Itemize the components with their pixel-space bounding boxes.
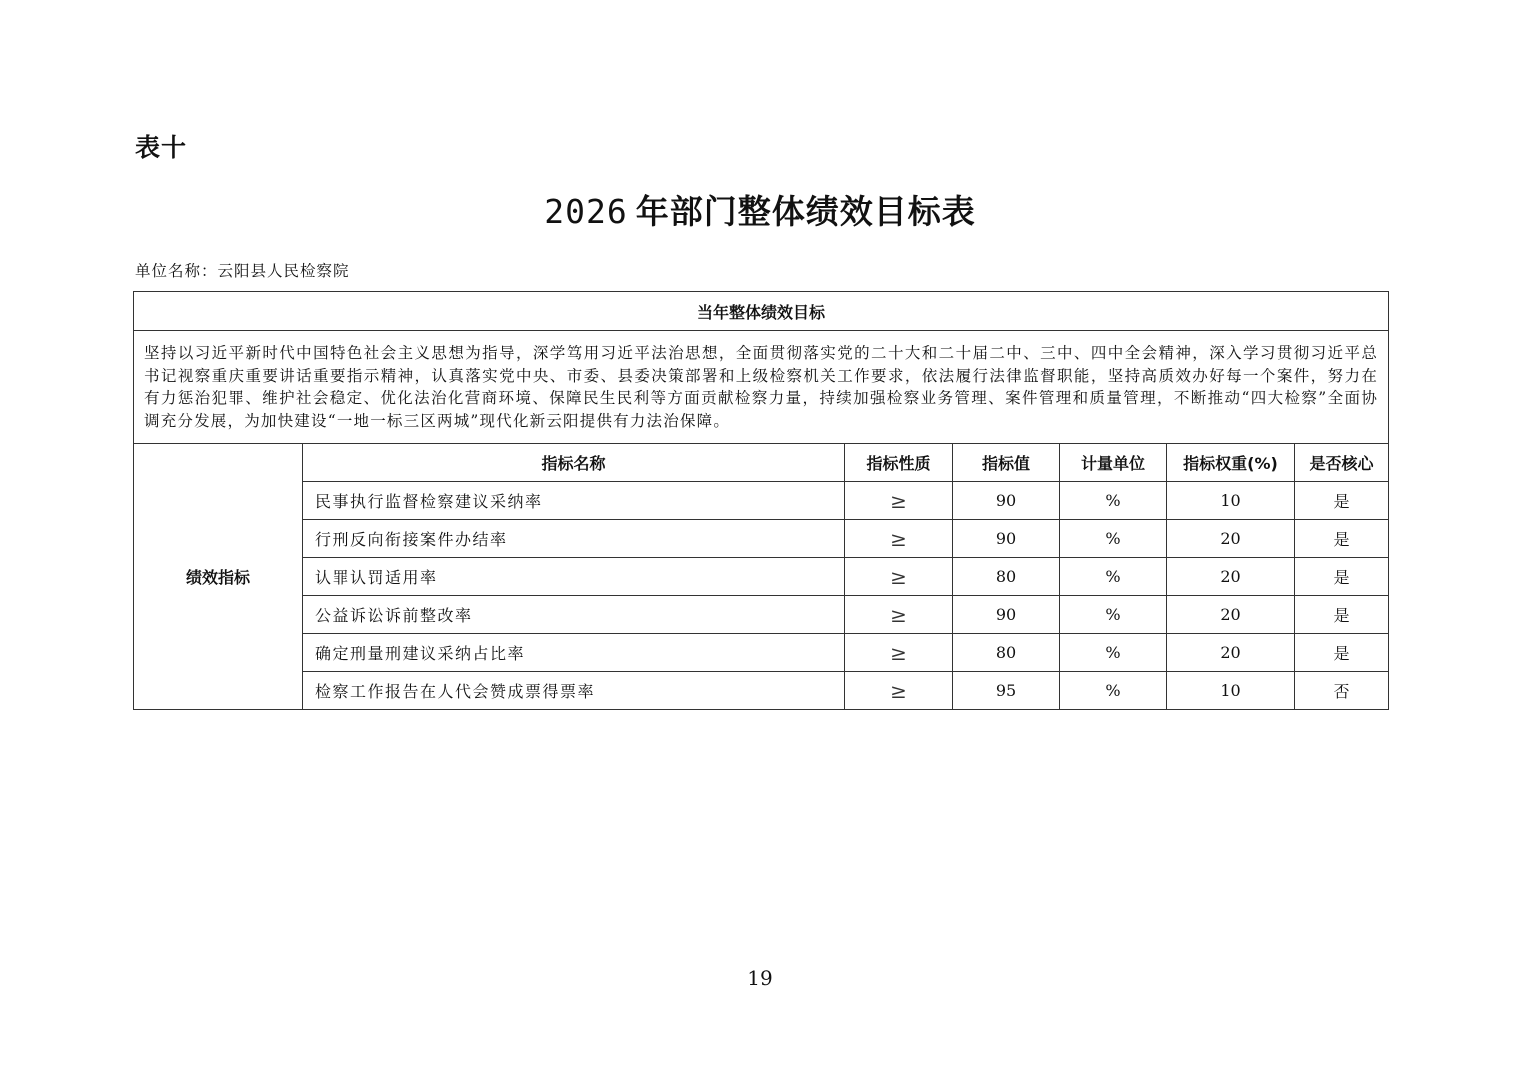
goal-section-title: 当年整体绩效目标 [134,292,1389,331]
indicator-weight: 20 [1167,596,1295,634]
unit-name-line: 单位名称：云阳县人民检察院 [135,262,350,280]
indicator-section-label: 绩效指标 [134,444,303,710]
indicator-name: 行刑反向衔接案件办结率 [303,520,845,558]
indicator-weight: 20 [1167,558,1295,596]
indicator-core: 是 [1295,596,1389,634]
table-row [134,672,1389,710]
indicator-name: 确定刑量刑建议采纳占比率 [303,634,845,672]
indicator-nature: ≥ [845,558,953,596]
column-header-core: 是否核心 [1295,444,1389,482]
document-title [0,186,1520,233]
column-header-weight: 指标权重(%) [1167,444,1295,482]
indicator-weight: 10 [1167,672,1295,710]
column-header-value: 指标值 [953,444,1060,482]
indicator-nature: ≥ [845,672,953,710]
indicator-nature: ≥ [845,482,953,520]
indicator-value: 95 [953,672,1060,710]
indicator-unit: % [1060,482,1167,520]
table-row [134,558,1389,596]
indicator-name: 认罪认罚适用率 [303,558,845,596]
indicator-core: 是 [1295,482,1389,520]
indicator-core: 是 [1295,634,1389,672]
indicator-weight: 10 [1167,482,1295,520]
indicator-core: 是 [1295,520,1389,558]
indicator-unit: % [1060,596,1167,634]
indicator-core: 否 [1295,672,1389,710]
indicator-name: 公益诉讼诉前整改率 [303,596,845,634]
table-row [134,596,1389,634]
column-header-unit: 计量单位 [1060,444,1167,482]
table-row [134,520,1389,558]
indicator-weight: 20 [1167,520,1295,558]
column-header-nature: 指标性质 [845,444,953,482]
indicator-value: 80 [953,634,1060,672]
indicator-value: 90 [953,482,1060,520]
indicator-name: 检察工作报告在人代会赞成票得票率 [303,672,845,710]
indicator-unit: % [1060,672,1167,710]
indicator-value: 90 [953,596,1060,634]
indicator-nature: ≥ [845,634,953,672]
goal-description: 坚持以习近平新时代中国特色社会主义思想为指导，深学笃用习近平法治思想，全面贯彻落实党的二十大和二十届二中、三中、四中全会精神，深入学习贯彻习近平总书记视察重庆重要讲话重要指示精神，认真落实党中央、市委、县委决策部署和上级检察机关工作要求，依法履行法律监督职能，坚持高质效办好每一个案件，努力在有力惩治犯罪、维护社会稳定、优化法治化营商环境、保障民生民利等方面贡献检察力量，持续加强检察业务管理、案件管理和质量管理，不断推动“四大检察”全面协调充分发展，为加快建设“一地一标三区两城”现代化新云阳提供有力法治保障。 [134,331,1389,444]
column-header-name: 指标名称 [303,444,845,482]
indicator-core: 是 [1295,558,1389,596]
table-row [134,482,1389,520]
table-label: 表十 [135,133,188,162]
indicator-unit: % [1060,558,1167,596]
title-year: 2026 [544,192,628,231]
indicator-unit: % [1060,520,1167,558]
table-row [134,634,1389,672]
performance-target-table [133,291,1389,710]
indicator-nature: ≥ [845,520,953,558]
indicator-weight: 20 [1167,634,1295,672]
page-number: 19 [747,966,773,990]
indicator-unit: % [1060,634,1167,672]
indicator-value: 90 [953,520,1060,558]
indicator-value: 80 [953,558,1060,596]
title-text: 年部门整体绩效目标表 [635,192,976,231]
indicator-nature: ≥ [845,596,953,634]
indicator-name: 民事执行监督检察建议采纳率 [303,482,845,520]
